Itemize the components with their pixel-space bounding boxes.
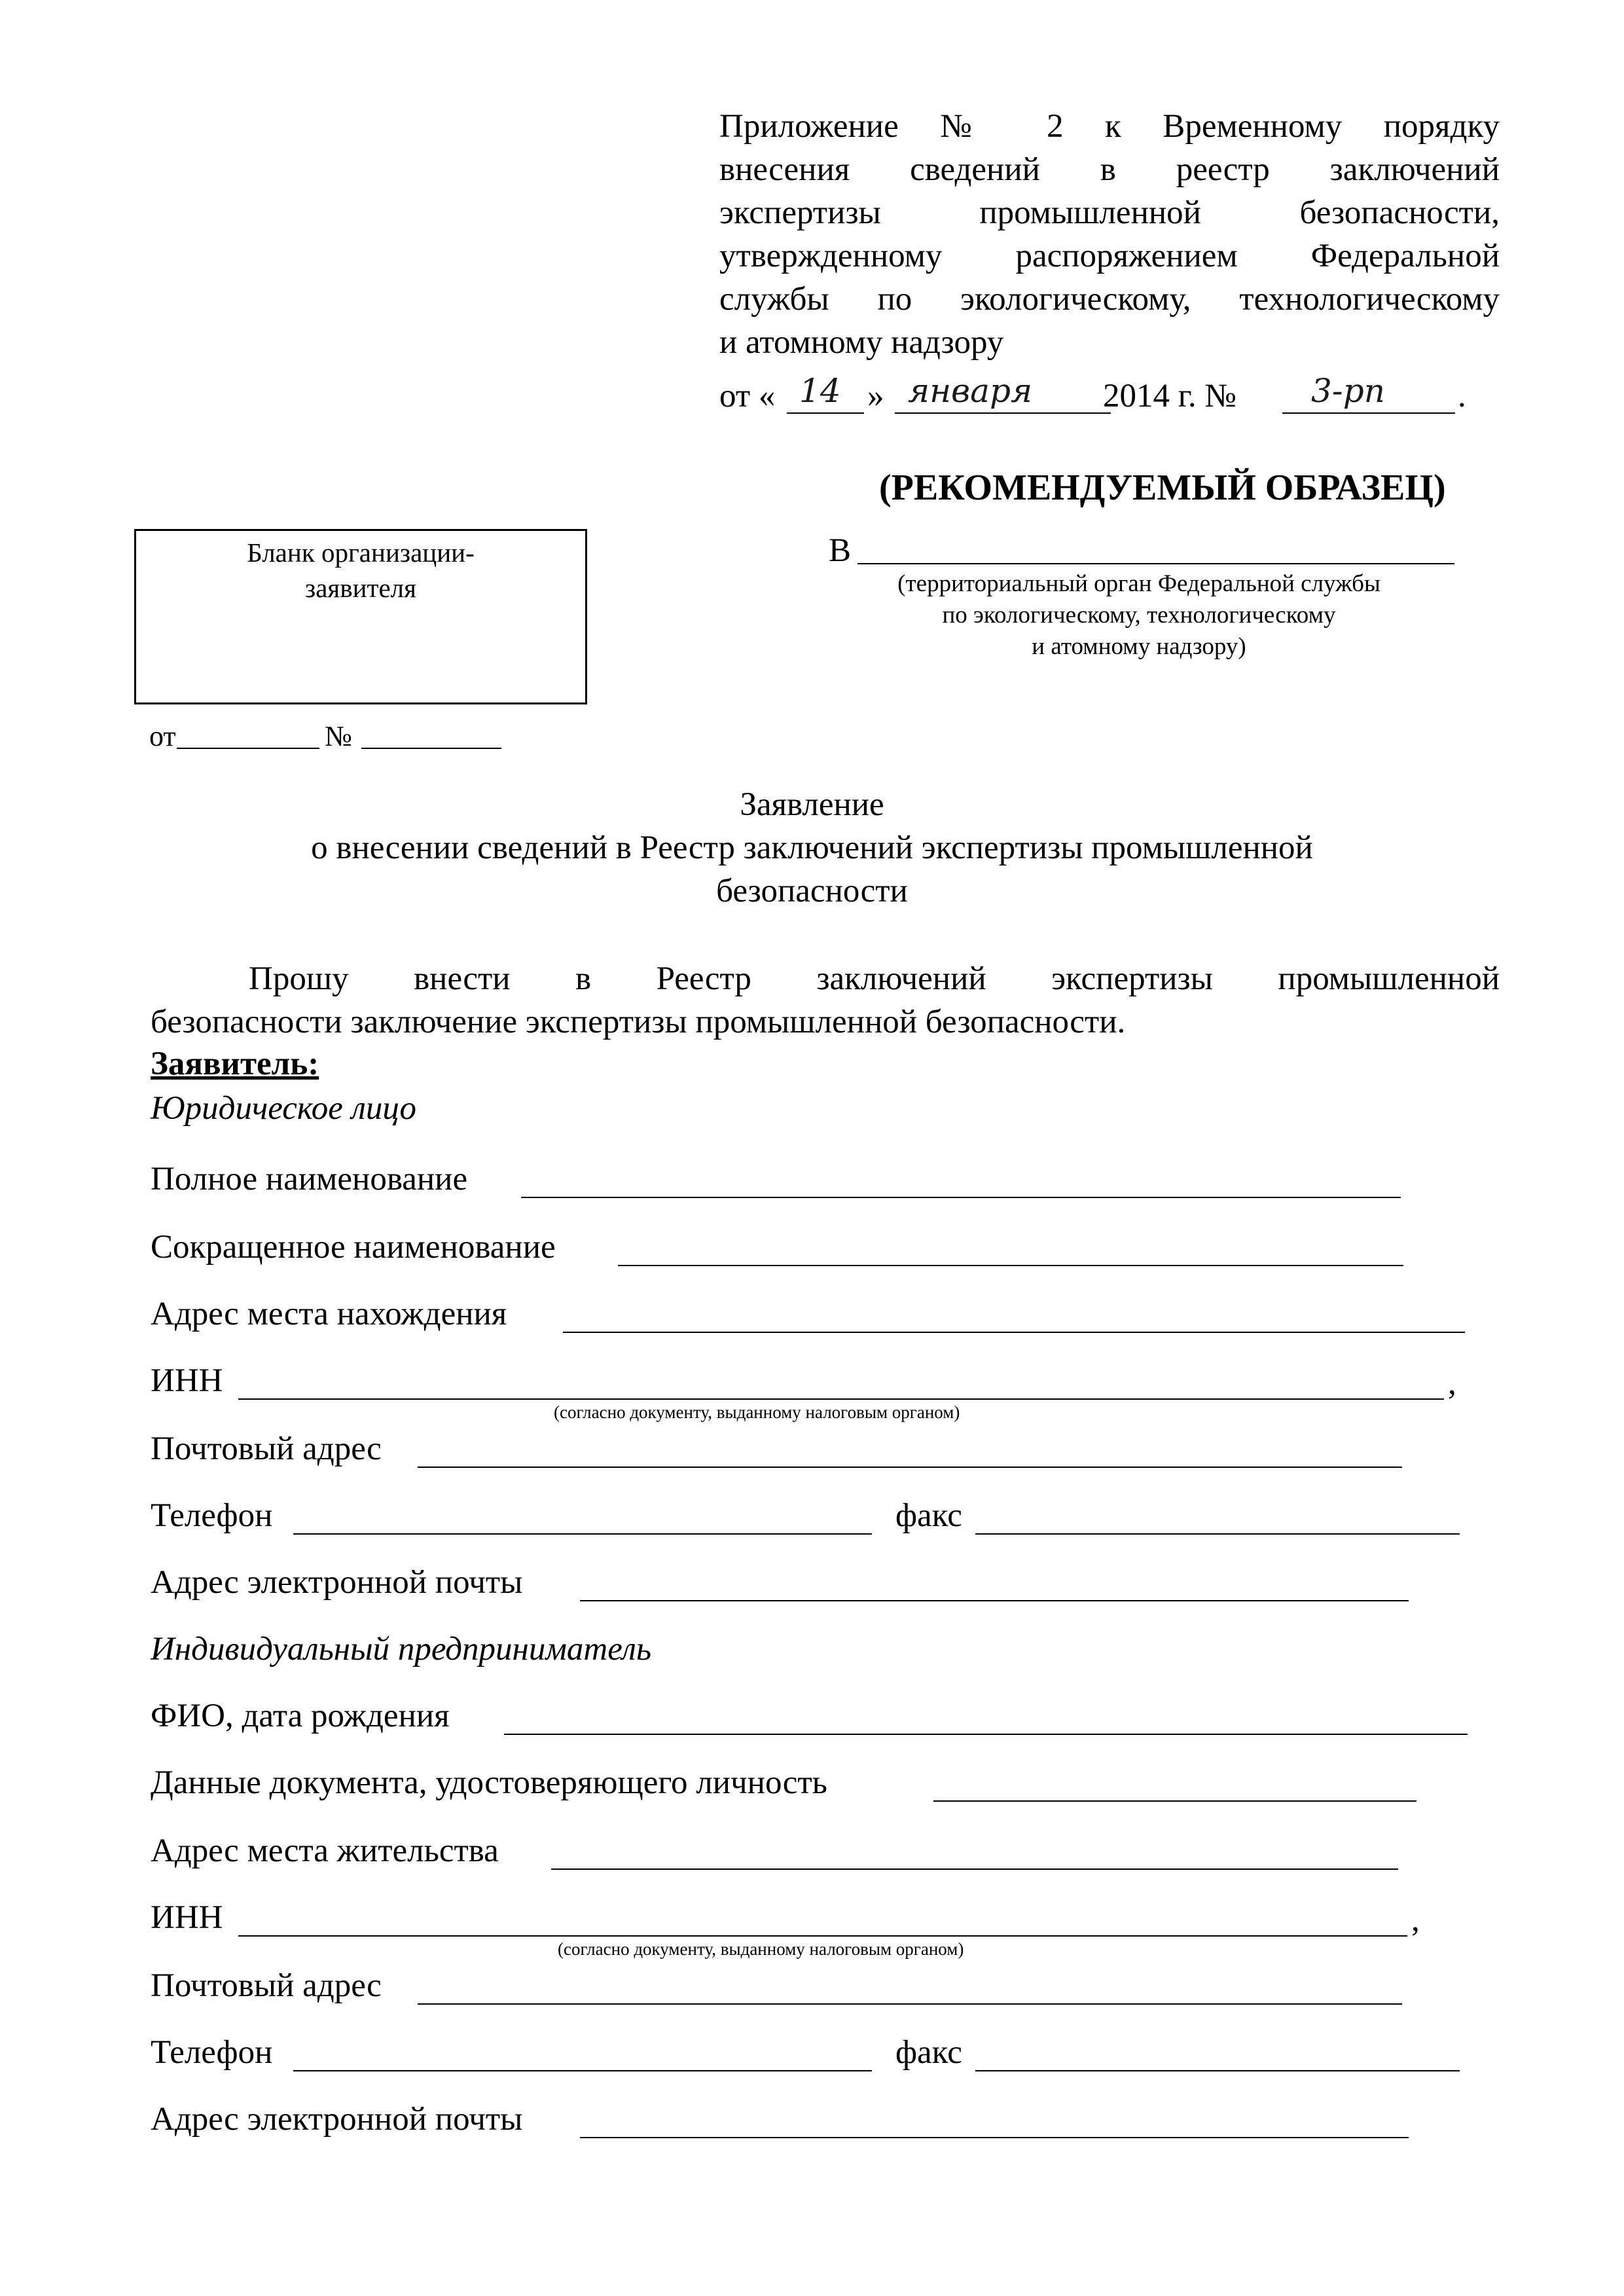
- number-handwritten: 3-рп: [1311, 372, 1385, 410]
- legal-postal-field[interactable]: [418, 1467, 1402, 1468]
- individual-id-doc-label: Данные документа, удостоверяющего личность: [151, 1764, 827, 1801]
- document-subtitle-line-2: безопасности: [716, 873, 908, 909]
- addressee-caption: [844, 568, 1434, 663]
- appendix-line-1: Приложение № 2 к Временному порядку: [719, 108, 1500, 145]
- addressee-caption-line-2: по экологическому, технологическому: [942, 602, 1336, 629]
- letterhead-label-line-1: Бланк организации-: [247, 538, 475, 568]
- legal-location-label: Адрес места нахождения: [151, 1296, 507, 1332]
- individual-inn-label: ИНН: [151, 1899, 223, 1936]
- appendix-line-3: экспертизы промышленной безопасности,: [719, 194, 1500, 231]
- day-handwritten: 14: [799, 372, 841, 410]
- legal-fax-field[interactable]: [975, 1533, 1460, 1535]
- legal-fax-label: факс: [895, 1497, 962, 1534]
- number-underline: [1282, 412, 1455, 414]
- individual-postal-label: Почтовый адрес: [151, 1967, 382, 2004]
- appendix-line-5: службы по экологическому, технологическому: [719, 281, 1500, 318]
- order-date-line: [719, 374, 1500, 418]
- individual-email-field[interactable]: [580, 2137, 1409, 2138]
- individual-postal-field[interactable]: [418, 2003, 1402, 2005]
- legal-phone-field[interactable]: [293, 1533, 872, 1535]
- applicant-label: Заявитель:: [151, 1046, 319, 1082]
- legal-email-field[interactable]: [580, 1600, 1409, 1601]
- document-title: Заявление: [740, 786, 884, 823]
- document-subtitle-line-1: о внесении сведений в Реестр заключений экспертизы промышленной: [311, 829, 1313, 866]
- individual-id-doc-field[interactable]: [933, 1800, 1416, 1802]
- legal-inn-field[interactable]: [238, 1398, 1444, 1400]
- appendix-line-2: внесения сведений в реестр заключений: [719, 151, 1500, 188]
- outgoing-date-underline: [177, 748, 319, 749]
- legal-entity-heading: Юридическое лицо: [151, 1090, 417, 1127]
- individual-inn-comma: ,: [1411, 1902, 1420, 1939]
- legal-location-field[interactable]: [563, 1332, 1465, 1333]
- date-end-dot: .: [1458, 378, 1466, 414]
- date-prefix: от «: [719, 378, 776, 414]
- year-and-number-label: 2014 г. №: [1103, 378, 1237, 414]
- individual-fio-field[interactable]: [504, 1734, 1468, 1735]
- individual-residence-field[interactable]: [551, 1868, 1398, 1870]
- addressee-prefix: В: [829, 532, 852, 569]
- appendix-line-6: и атомному надзору: [719, 324, 1004, 361]
- day-underline: [787, 412, 864, 414]
- individual-fax-label: факс: [895, 2034, 962, 2071]
- recommended-sample-heading: (РЕКОМЕНДУЕМЫЙ ОБРАЗЕЦ): [879, 467, 1446, 508]
- outgoing-number-underline: [361, 748, 501, 749]
- individual-inn-note: (согласно документу, выданному налоговым органом): [558, 1939, 964, 1959]
- month-handwritten: января: [908, 372, 1033, 410]
- legal-inn-note: (согласно документу, выданному налоговым органом): [554, 1402, 960, 1422]
- date-quote-close: »: [867, 378, 884, 414]
- individual-heading: Индивидуальный предприниматель: [151, 1631, 652, 1667]
- letterhead-placeholder-box: [134, 529, 587, 704]
- legal-short-name-field[interactable]: [618, 1265, 1403, 1266]
- request-paragraph-line-1: Прошу внести в Реестр заключений экспертизы промышленной: [249, 960, 1500, 997]
- request-paragraph-line-2: безопасности заключение экспертизы промышленной безопасности.: [151, 1004, 1126, 1040]
- individual-fax-field[interactable]: [975, 2070, 1460, 2071]
- individual-residence-label: Адрес места жительства: [151, 1832, 499, 1869]
- appendix-line-4: утвержденному распоряжением Федеральной: [719, 238, 1500, 274]
- legal-inn-label: ИНН: [151, 1362, 223, 1399]
- legal-phone-label: Телефон: [151, 1497, 273, 1534]
- individual-email-label: Адрес электронной почты: [151, 2101, 523, 2138]
- letterhead-label-line-2: заявителя: [305, 573, 416, 603]
- individual-fio-label: ФИО, дата рождения: [151, 1698, 450, 1734]
- legal-short-name-label: Сокращенное наименование: [151, 1229, 556, 1266]
- appendix-header: [719, 105, 1500, 364]
- outgoing-number-label: №: [325, 720, 352, 752]
- month-underline: [895, 412, 1111, 414]
- legal-full-name-label: Полное наименование: [151, 1161, 468, 1197]
- addressee-caption-line-3: и атомному надзору): [1032, 633, 1246, 660]
- outgoing-from-label: от: [149, 720, 176, 752]
- legal-email-label: Адрес электронной почты: [151, 1564, 523, 1601]
- legal-postal-label: Почтовый адрес: [151, 1430, 382, 1467]
- legal-inn-comma: ,: [1448, 1365, 1456, 1402]
- addressee-caption-line-1: (территориальный орган Федеральной службы: [897, 570, 1380, 597]
- individual-phone-label: Телефон: [151, 2034, 273, 2071]
- individual-inn-field[interactable]: [238, 1935, 1407, 1937]
- individual-phone-field[interactable]: [293, 2070, 872, 2071]
- addressee-underline: [857, 563, 1454, 564]
- legal-full-name-field[interactable]: [521, 1197, 1401, 1198]
